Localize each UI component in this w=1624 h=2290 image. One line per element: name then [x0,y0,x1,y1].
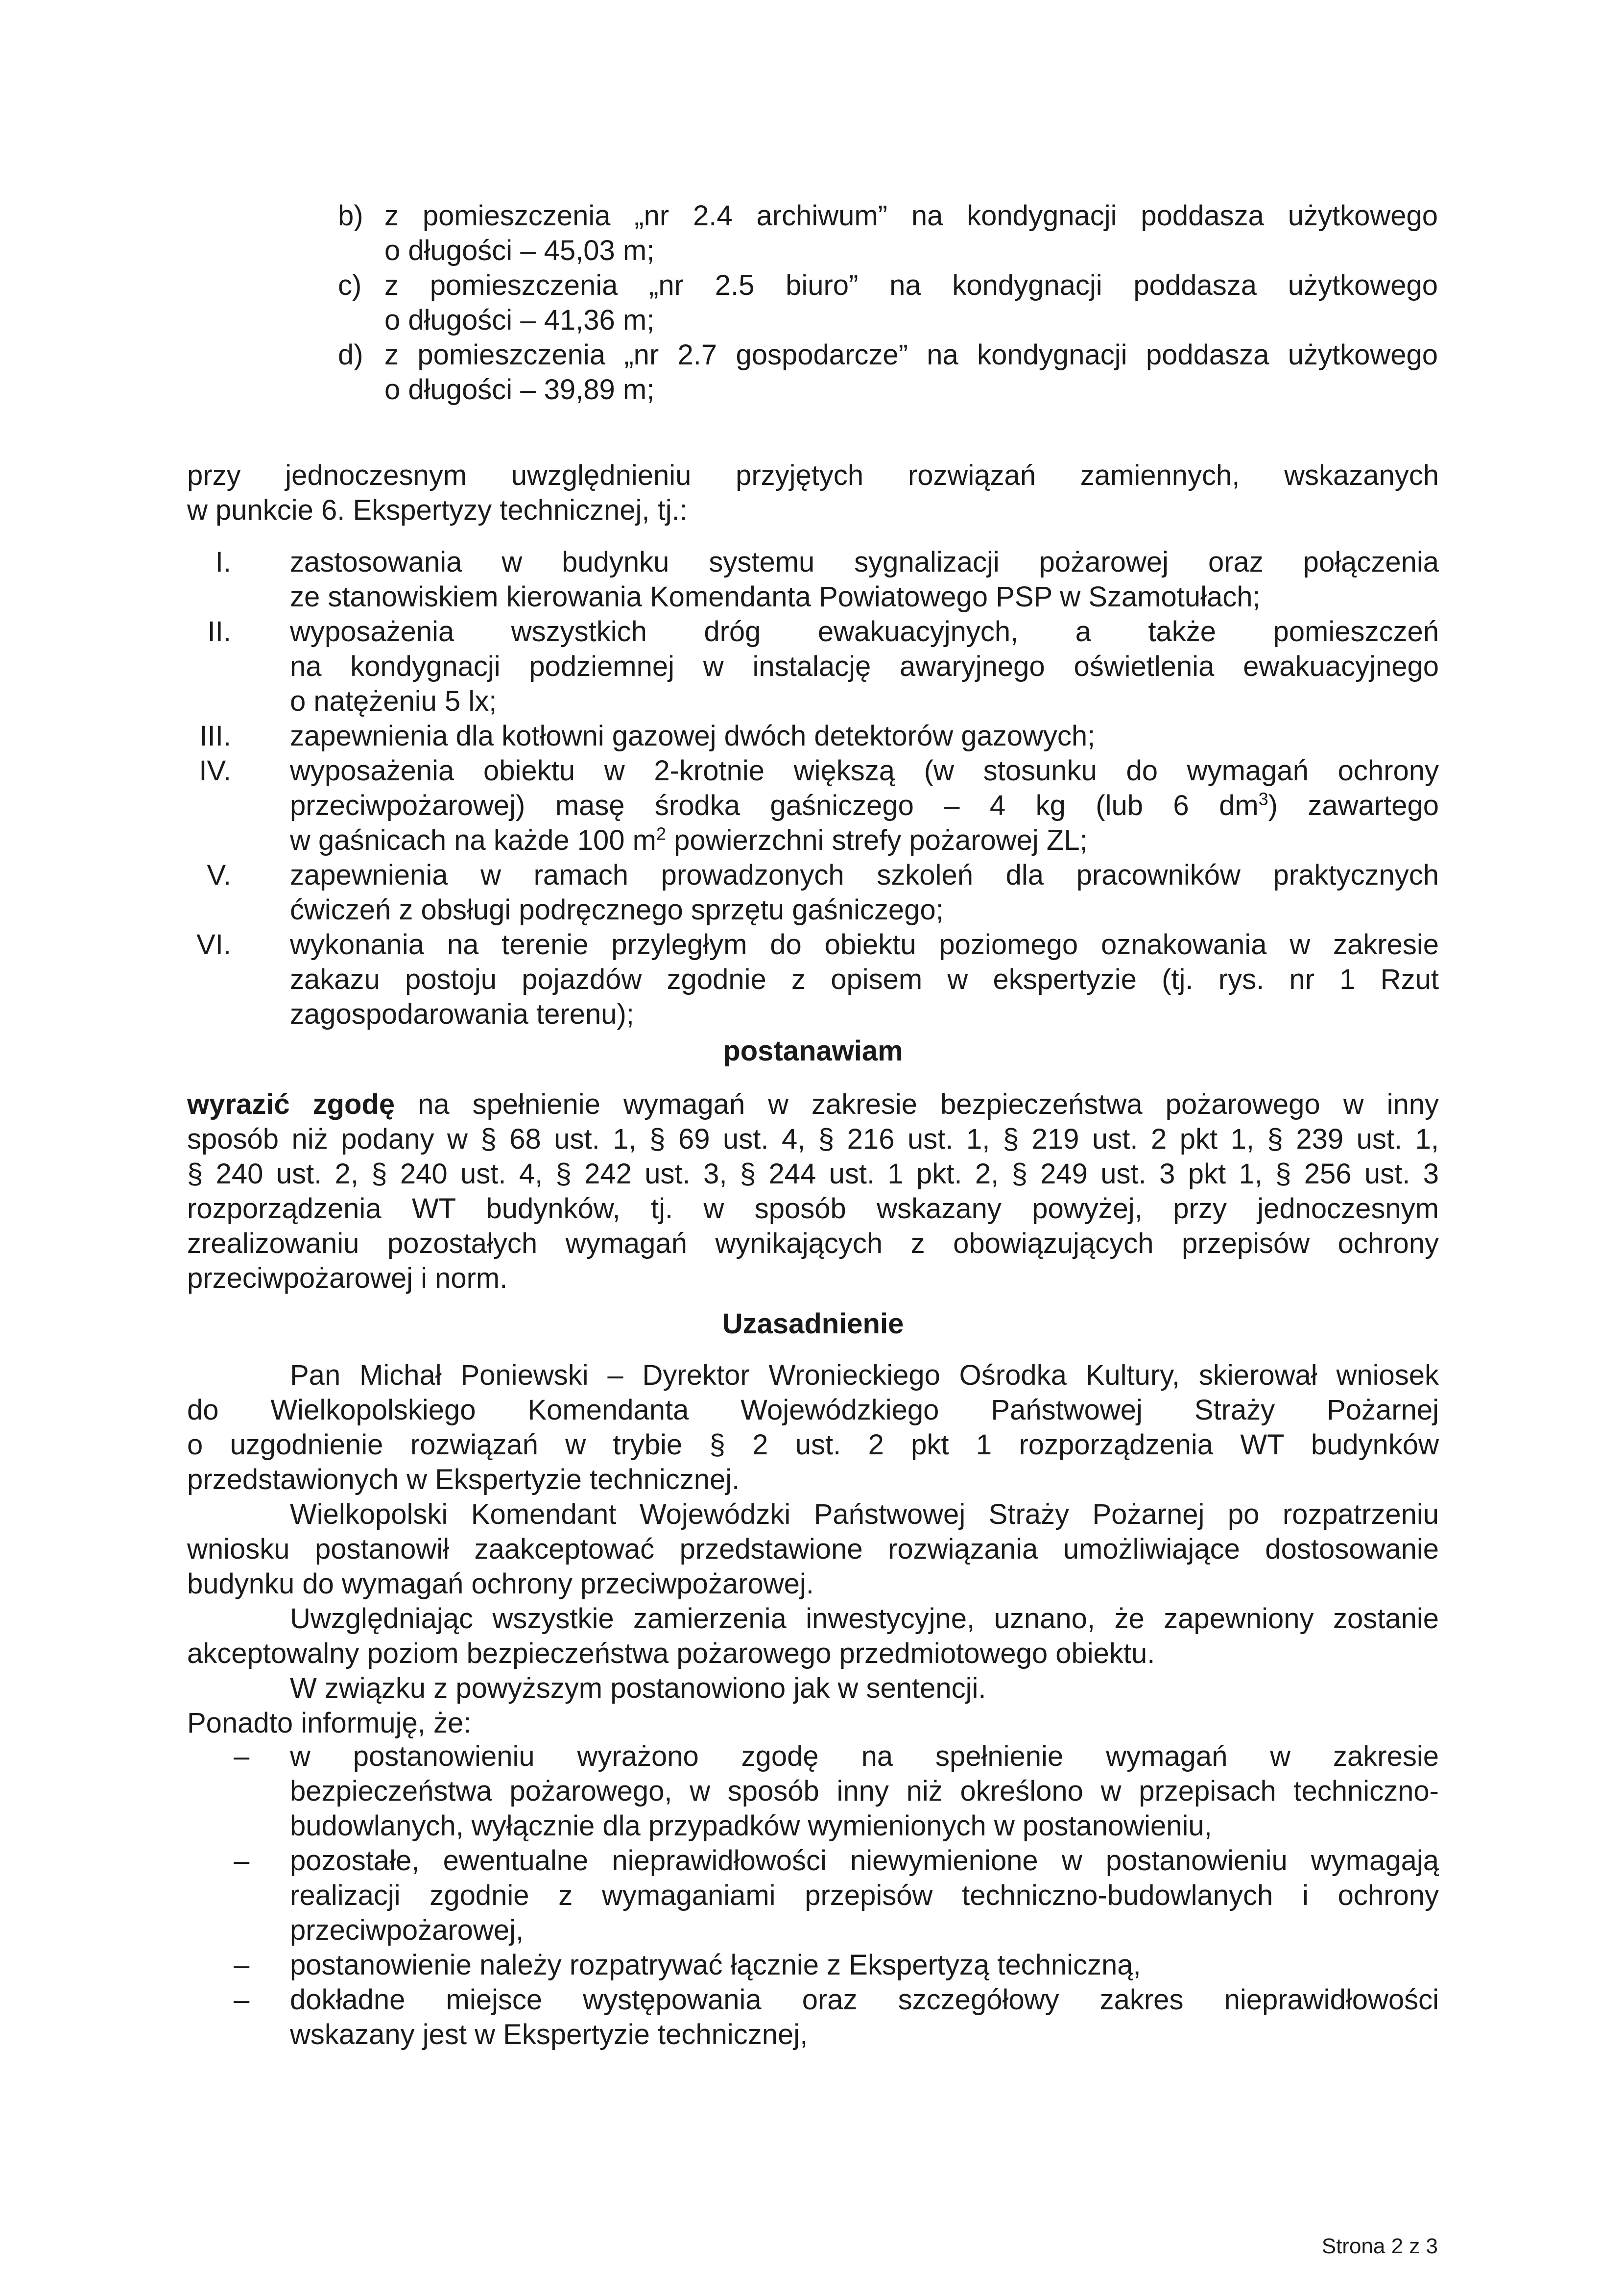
paragraph-line: wniosku postanowił zaakceptować przedstawione rozwiązania umożliwiające dostosowanie [187,1533,1439,1565]
note-line: w postanowieniu wyrażono zgodę na spełnienie wymagań w zakresie [290,1740,1439,1772]
list-item-ii [187,614,1439,719]
justification-paragraph [187,1358,1439,1497]
paragraph-line: akceptowalny poziom bezpieczeństwa pożarowego przedmiotowego obiektu. [187,1638,1155,1669]
paragraph-line: Uwzględniając wszystkie zamierzenia inwestycyjne, uznano, że zapewniony zostanie [290,1603,1439,1635]
decision-line: wyrazić zgodę na spełnienie wymagań w zakresie bezpieczeństwa pożarowego w inny [187,1088,1439,1120]
intro-paragraph [187,458,1439,528]
section-heading-uzasadnienie: Uzasadnienie [722,1308,904,1340]
list-line: z pomieszczenia „nr 2.7 gospodarcze” na kondygnacji poddasza użytkowego [384,339,1438,371]
dash-marker: – [234,1949,250,1981]
list-line: wyposażenia wszystkich dróg ewakuacyjnych, a także pomieszczeń [290,616,1439,648]
list-line: zapewnienia w ramach prowadzonych szkoleń dla pracowników praktycznych [290,859,1439,891]
decision-bold: wyrazić zgodę [187,1088,395,1120]
paragraph-line: budynku do wymagań ochrony przeciwpożarowej. [187,1568,814,1600]
list-line: o natężeniu 5 lx; [290,685,497,717]
list-marker: IV. [199,755,231,787]
list-item-iv [187,753,1439,858]
list-line: zapewnienia dla kotłowni gazowej dwóch detektorów gazowych; [290,720,1096,752]
paragraph-line: W związku z powyższym postanowiono jak w sentencji. [290,1672,986,1704]
note-line: przeciwpożarowej, [290,1914,524,1946]
note-line: bezpieczeństwa pożarowego, w sposób inny niż określono w przepisach techniczno- [290,1775,1439,1807]
list-marker: b) [338,200,363,232]
note-item [187,1843,1439,1948]
dash-marker: – [234,1740,250,1772]
note-item [187,1948,1439,1982]
justification-paragraph [187,1497,1439,1601]
dash-marker: – [234,1984,250,2016]
list-marker: II. [207,616,231,648]
paragraph-line: przedstawionych w Ekspertyzie technicznej. [187,1464,740,1495]
list-line: wyposażenia obiektu w 2-krotnie większą (w stosunku do wymagań ochrony [290,755,1439,787]
roman-list [187,545,1439,1032]
list-item-b [338,198,1438,268]
notes-list [187,1739,1439,2052]
section-heading-postanawiam: postanawiam [723,1035,903,1067]
justification [187,1358,1439,1740]
note-line: realizacji zgodnie z wymaganiami przepisów techniczno-budowlanych i ochrony [290,1880,1439,1911]
list-item-i [187,545,1439,614]
note-item [187,1982,1439,2052]
list-line: zakazu postoju pojazdów zgodnie z opisem w ekspertyzie (tj. rys. nr 1 Rzut [290,964,1439,995]
list-line: o długości – 45,03 m; [384,235,655,266]
list-line: z pomieszczenia „nr 2.5 biuro” na kondygnacji poddasza użytkowego [384,269,1438,301]
list-line: o długości – 39,89 m; [384,374,655,406]
intro-line: przy jednoczesnym uwzględnieniu przyjętych rozwiązań zamiennych, wskazanych [187,459,1439,491]
decision-line: rozporządzenia WT budynków, tj. w sposób wskazany powyżej, przy jednoczesnym [187,1193,1439,1225]
paragraph-line: Pan Michał Poniewski – Dyrektor Wronieckiego Ośrodka Kultury, skierował wniosek [290,1359,1439,1391]
list-line: na kondygnacji podziemnej w instalację awaryjnego oświetlenia ewakuacyjnego [290,651,1439,682]
page-number: Strona 2 z 3 [1321,2234,1438,2258]
list-line: o długości – 41,36 m; [384,304,655,336]
list-line: w gaśnicach na każde 100 $m^2$ powierzchni strefy pożarowej ZL; [290,823,1088,856]
list-line: z pomieszczenia „nr 2.4 archiwum” na kondygnacji poddasza użytkowego [384,200,1438,232]
dash-marker: – [234,1845,250,1877]
ponadto-line: Ponadto informuję, że: [187,1707,472,1739]
note-item [187,1739,1439,1843]
note-line: pozostałe, ewentualne nieprawidłowości niewymienione w postanowieniu wymagają [290,1845,1439,1877]
list-marker: V. [207,859,231,891]
note-line: budowlanych, wyłącznie dla przypadków wymienionych w postanowieniu, [290,1810,1212,1842]
paragraph-line: do Wielkopolskiego Komendanta Wojewódzkiego Państwowej Straży Pożarnej [187,1394,1439,1426]
decision-line: sposób niż podany w § 68 ust. 1, § 69 ust. 4, § 216 ust. 1, § 219 ust. 2 pkt 1, § 239 ust. 1, [187,1123,1439,1155]
decision-line: zrealizowaniu pozostałych wymagań wynikających z obowiązujących przepisów ochrony [187,1228,1439,1259]
justification-paragraph [187,1671,1439,1706]
list-item-vi [187,927,1439,1032]
list-marker: III. [199,720,231,752]
list-line: zagospodarowania terenu); [290,998,634,1030]
decision-paragraph [187,1087,1439,1296]
note-line: postanowienie należy rozpatrywać łącznie z Ekspertyzą techniczną, [290,1949,1141,1981]
note-line: wskazany jest w Ekspertyzie technicznej, [290,2019,808,2050]
list-item-d [338,337,1438,407]
list-marker: c) [338,269,362,301]
list-line: ze stanowiskiem kierowania Komendanta Powiatowego PSP w Szamotułach; [290,581,1261,613]
paragraph-line: o uzgodnienie rozwiązań w trybie § 2 ust. 2 pkt 1 rozporządzenia WT budynków [187,1429,1439,1461]
list-marker: d) [338,339,363,371]
decision-line: przeciwpożarowej i norm. [187,1262,508,1294]
list-line: przeciwpożarowej) masę środka gaśniczego – 4 kg (lub 6 $dm^3$) zawartego [290,789,1439,821]
decision-line: § 240 ust. 2, § 240 ust. 4, § 242 ust. 3, § 244 ust. 1 pkt. 2, § 249 ust. 3 pkt 1, § 256 ust. 3 [187,1158,1439,1190]
list-line: ćwiczeń z obsługi podręcznego sprzętu gaśniczego; [290,894,944,926]
justification-paragraph [187,1601,1439,1671]
note-line: dokładne miejsce występowania oraz szczegółowy zakres nieprawidłowości [290,1984,1439,2016]
list-item-iii [187,719,1439,753]
list-item-c [338,268,1438,337]
list-line: zastosowania w budynku systemu sygnalizacji pożarowej oraz połączenia [290,546,1439,578]
list-item-v [187,858,1439,927]
intro-line: w punkcie 6. Ekspertyzy technicznej, tj.: [187,494,688,526]
paragraph-line: Wielkopolski Komendant Wojewódzki Państwowej Straży Pożarnej po rozpatrzeniu [290,1498,1439,1530]
list-line: wykonania na terenie przyległym do obiektu poziomego oznakowania w zakresie [290,929,1439,961]
list-marker: VI. [196,929,231,961]
list-marker: I. [215,546,231,578]
lettered-list [338,198,1438,407]
